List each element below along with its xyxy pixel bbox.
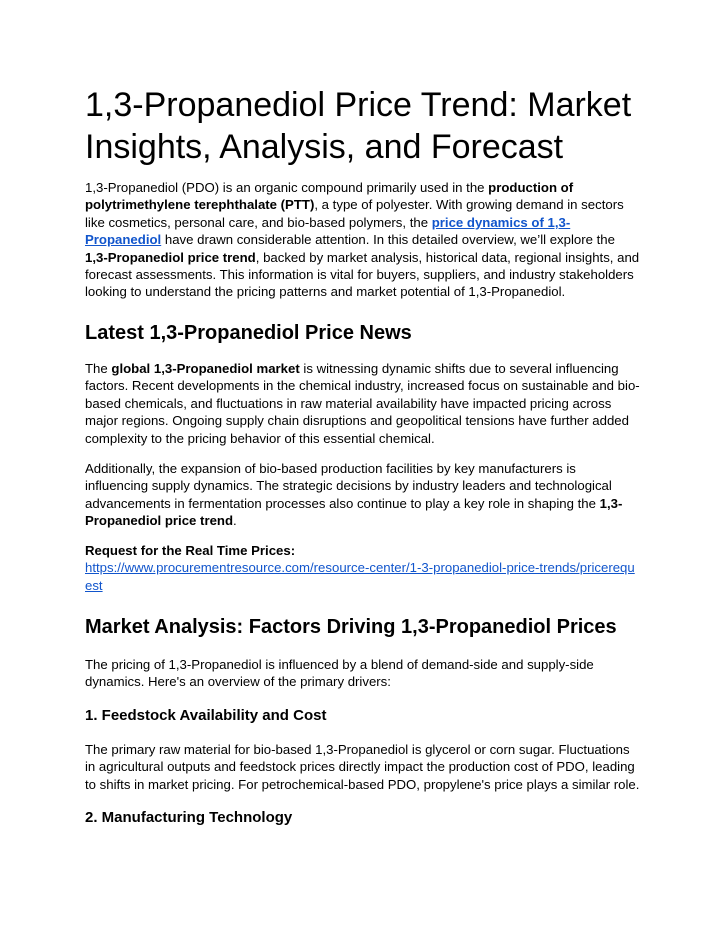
analysis-intro: The pricing of 1,3-Propanediol is influenced by a blend of demand-side and supply-side dynamics. Here's an overview of the primary drivers: — [85, 657, 594, 690]
request-url-link[interactable]: https://www.procurementresource.com/resource-center/1-3-propanediol-price-trends/pricerequest — [85, 560, 635, 593]
factor-2-heading: 2. Manufacturing Technology — [85, 809, 293, 826]
news-p1-text-1: The — [85, 361, 112, 376]
request-block — [85, 542, 640, 594]
intro-text-4: , backed by market analysis, historical data, regional insights, and forecast assessments. This information is vital for buyers, suppliers, and industry stakeholders looking to understand the pricing patterns and market potential of 1,3-Propanediol. — [85, 249, 640, 300]
intro-bold-ptt: production of polytrimethylene terephthalate (PTT) — [85, 180, 574, 213]
factor-1-text: The primary raw material for bio-based 1,3-Propanediol is glycerol or corn sugar. Fluctuations in agricultural outputs and feedstock prices directly impact the production cost of PDO, leading to shifts in market pricing. For petrochemical-based PDO, propylene's price plays a similar role. — [85, 742, 640, 792]
news-paragraph-2 — [85, 460, 640, 530]
news-paragraph-1 — [85, 360, 640, 447]
news-p2-text-1: Additionally, the expansion of bio-based production facilities by key manufacturers is influencing supply dynamics. The strategic decisions by industry leaders and technological advancements in fermentation processes also continue to play a key role in shaping the — [85, 461, 612, 511]
news-p1-bold: global 1,3-Propanediol market — [111, 361, 300, 376]
request-label: Request for the Real Time Prices: — [85, 543, 296, 558]
intro-text-2: , a type of polyester. With growing demand in sectors like cosmetics, personal care, and bio-based polymers, the — [85, 197, 624, 230]
news-heading: Latest 1,3-Propanediol Price News — [85, 322, 412, 344]
intro-text-3: have drawn considerable attention. In this detailed overview, we’ll explore the — [161, 232, 615, 248]
news-p2-bold: 1,3-Propanediol price trend — [85, 495, 623, 529]
price-dynamics-link[interactable]: price dynamics of 1,3-Propanediol — [85, 214, 571, 248]
intro-paragraph — [85, 179, 640, 301]
news-p2-text-2: . — [233, 513, 237, 529]
analysis-heading: Market Analysis: Factors Driving 1,3-Propanediol Prices — [85, 616, 617, 638]
factor-1-heading: 1. Feedstock Availability and Cost — [85, 707, 327, 724]
intro-text-1: 1,3-Propanediol (PDO) is an organic compound primarily used in the — [85, 180, 489, 195]
news-p1-text-2: is witnessing dynamic shifts due to several influencing factors. Recent developments in the chemical industry, increased focus on sustainable and bio-based chemicals, and fluctuations in raw material availability have impacted pricing across major regions. Ongoing supply chain disruptions and geopolitical tensions have further added complexity to the pricing behavior of this essential chemical. — [85, 361, 640, 446]
intro-bold-price-trend: 1,3-Propanediol price trend — [85, 249, 256, 265]
page-title: 1,3-Propanediol Price Trend: Market Insights, Analysis, and Forecast — [85, 86, 632, 166]
